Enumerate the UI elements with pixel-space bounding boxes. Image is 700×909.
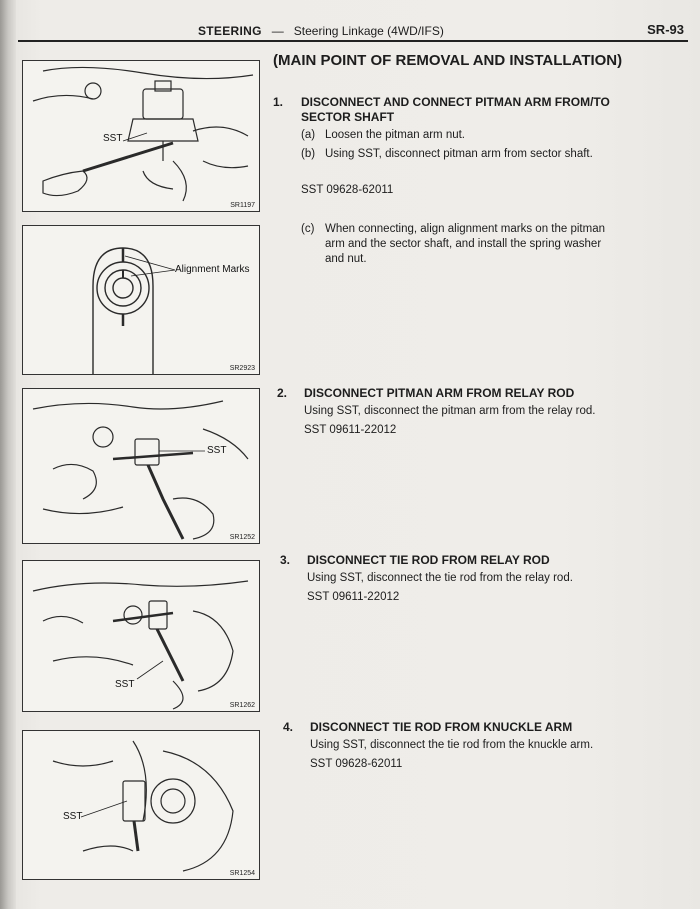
- step-1-title: DISCONNECT AND CONNECT PITMAN ARM FROM/TO SECTOR SHAFT: [301, 95, 610, 124]
- main-title: (MAIN POINT OF REMOVAL AND INSTALLATION): [273, 52, 623, 69]
- page-header: [18, 22, 688, 44]
- step-1b-text: Using SST, disconnect pitman arm from sector shaft.: [325, 148, 593, 160]
- step-2-title: DISCONNECT PITMAN ARM FROM RELAY ROD: [304, 386, 575, 400]
- figure-pitman-arm-puller-drawing: [23, 61, 259, 211]
- header-rule: [18, 40, 688, 42]
- step-4-sst: SST 09628-62011: [310, 758, 403, 770]
- figure-5-code: SR1254: [229, 870, 255, 877]
- step-4-title: DISCONNECT TIE ROD FROM KNUCKLE ARM: [310, 720, 573, 734]
- header-section: STEERING: [198, 24, 262, 38]
- step-2: [277, 386, 637, 446]
- figure-tie-rod-relay-rod: [22, 560, 260, 712]
- step-4-number: 4.: [283, 720, 294, 734]
- header-subsection: Steering Linkage (4WD/IFS): [293, 24, 444, 38]
- figure-tie-rod-knuckle-arm-drawing: [23, 731, 259, 879]
- figure-tie-rod-relay-rod-drawing: [23, 561, 259, 711]
- step-3-sst: SST 09611-22012: [307, 591, 400, 603]
- step-4: [283, 720, 643, 780]
- figure-tie-rod-knuckle-arm: [22, 730, 260, 880]
- step-1b-letter: (b): [301, 148, 316, 160]
- figure-2-label: Alignment Marks: [175, 264, 250, 275]
- step-1-number: 1.: [273, 95, 284, 109]
- figure-4-code: SR1262: [229, 702, 255, 709]
- figure-alignment-marks: [22, 225, 260, 375]
- step-3-title: DISCONNECT TIE ROD FROM RELAY ROD: [307, 553, 550, 567]
- step-4-text: Using SST, disconnect the tie rod from the knuckle arm.: [310, 739, 594, 751]
- figure-3-code: SR1252: [229, 534, 255, 541]
- step-2-text: Using SST, disconnect the pitman arm from the relay rod.: [304, 405, 596, 417]
- step-1a-letter: (a): [301, 129, 316, 141]
- figure-2-code: SR2923: [229, 365, 255, 372]
- figure-5-label: SST: [63, 811, 83, 822]
- figure-alignment-marks-drawing: [23, 226, 259, 374]
- figure-1-code: SR1197: [230, 202, 255, 209]
- binding-shadow: [0, 0, 16, 909]
- step-1c-letter: (c): [301, 223, 315, 235]
- step-1c-text: When connecting, align alignment marks on the pitman arm and the sector shaft, and install the spring washer and nut.: [325, 223, 605, 265]
- step-3: [280, 553, 640, 613]
- figure-relay-rod-puller: [22, 388, 260, 544]
- figure-pitman-arm-puller: [22, 60, 260, 212]
- figure-4-label: SST: [115, 679, 135, 690]
- page-number: SR-93: [647, 22, 684, 37]
- figure-3-label: SST: [207, 445, 227, 456]
- header-dash: —: [271, 24, 284, 38]
- step-2-number: 2.: [277, 386, 288, 400]
- header-title: [198, 24, 444, 38]
- figure-1-label: SST: [103, 133, 123, 144]
- step-1-sst: SST 09628-62011: [301, 184, 394, 196]
- step-1a-text: Loosen the pitman arm nut.: [325, 129, 465, 141]
- step-3-number: 3.: [280, 553, 291, 567]
- step-3-text: Using SST, disconnect the tie rod from the relay rod.: [307, 572, 573, 584]
- figure-relay-rod-puller-drawing: [23, 389, 259, 543]
- step-2-sst: SST 09611-22012: [304, 424, 397, 436]
